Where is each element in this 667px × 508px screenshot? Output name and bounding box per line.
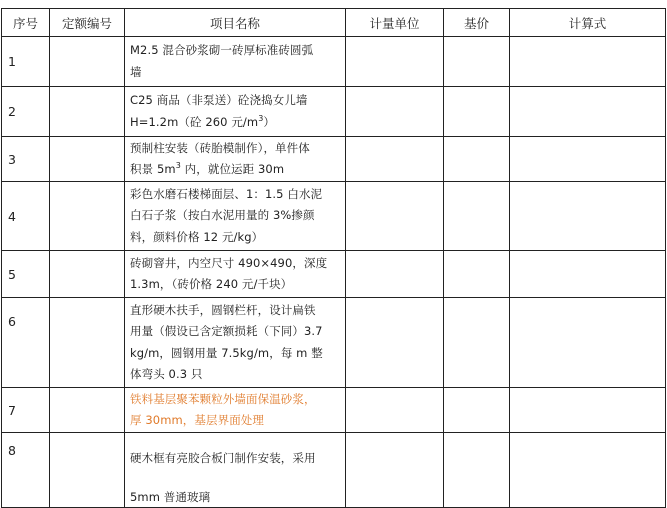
formula-cell — [510, 137, 666, 182]
quota-code-cell — [50, 251, 125, 298]
item-name-line: 体弯头 0.3 只 — [130, 367, 203, 381]
row-number: 3 — [2, 137, 50, 182]
quota-code-cell — [50, 182, 125, 251]
item-name-cell — [125, 388, 346, 433]
item-name-line: C25 商品（非泵送）砼浇捣女儿墙 — [130, 93, 308, 107]
item-name-cell — [125, 137, 346, 182]
table-row — [2, 87, 666, 137]
item-name-line: 用量（假设已含定额损耗（下同）3.7 — [130, 324, 323, 338]
item-name-line: 墙 — [130, 64, 142, 79]
item-name-cell — [125, 298, 346, 388]
table-row — [2, 137, 666, 182]
header-quota-code: 定额编号 — [50, 9, 125, 37]
row-number: 1 — [2, 37, 50, 87]
row-number: 8 — [2, 433, 50, 508]
header-row — [2, 9, 666, 37]
header-unit: 计量单位 — [346, 9, 444, 37]
base-price-cell — [444, 251, 510, 298]
formula-cell — [510, 388, 666, 433]
item-name-line: 内，就位运距 30m — [180, 162, 285, 176]
unit-cell — [346, 251, 444, 298]
item-name-line: 料，颜料价格 12 元/kg） — [130, 229, 264, 244]
row-number: 6 — [2, 298, 50, 388]
item-name-line: 硬木框有亮胶合板门制作安装，采用 — [130, 451, 316, 465]
formula-cell — [510, 37, 666, 87]
unit-cell — [346, 137, 444, 182]
table-row — [2, 251, 666, 298]
quota-code-cell — [50, 87, 125, 137]
table-row — [2, 37, 666, 87]
header-seq: 序号 — [2, 9, 50, 37]
superscript: 3 — [258, 113, 264, 123]
unit-cell — [346, 37, 444, 87]
base-price-cell — [444, 87, 510, 137]
quota-code-cell — [50, 388, 125, 433]
table-row — [2, 388, 666, 433]
unit-cell — [346, 388, 444, 433]
table-row — [2, 433, 666, 508]
base-price-cell — [444, 298, 510, 388]
header-base-price: 基价 — [444, 9, 510, 37]
item-name-cell — [125, 182, 346, 251]
row-number: 7 — [2, 388, 50, 433]
table-row — [2, 182, 666, 251]
row-number: 2 — [2, 87, 50, 137]
item-name-line: 铁料基层聚苯颗粒外墙面保温砂浆， — [130, 391, 316, 406]
item-name-cell — [125, 433, 346, 508]
base-price-cell — [444, 37, 510, 87]
item-name-cell — [125, 37, 346, 87]
item-name-cell — [125, 87, 346, 137]
item-name-line: 5mm 普通玻璃 — [130, 490, 211, 504]
item-name-line: ） — [263, 114, 276, 129]
unit-cell — [346, 433, 444, 508]
base-price-cell — [444, 137, 510, 182]
item-name-line: 厚 30mm，基层界面处理 — [130, 413, 264, 427]
item-name-line: 1.3m，（砖价格 240 元/千块） — [130, 277, 293, 291]
row-number: 5 — [2, 251, 50, 298]
item-name-line: 白石子浆（按白水泥用量的 3%掺颜 — [130, 208, 315, 223]
row-number: 4 — [2, 182, 50, 251]
item-name-line: kg/m，圆钢用量 7.5kg/m，每 m 整 — [130, 345, 323, 360]
item-name-line: 预制柱安装（砖胎模制作），单件体 — [130, 140, 310, 155]
superscript: 3 — [175, 161, 181, 171]
formula-cell — [510, 87, 666, 137]
formula-cell — [510, 433, 666, 508]
item-name-cell — [125, 251, 346, 298]
base-price-cell — [444, 433, 510, 508]
quota-code-cell — [50, 433, 125, 508]
base-price-cell — [444, 182, 510, 251]
unit-cell — [346, 87, 444, 137]
formula-cell — [510, 251, 666, 298]
header-formula: 计算式 — [510, 9, 666, 37]
item-name-line: 积景 5m — [130, 162, 176, 176]
item-name-line: 彩色水磨石楼梯面层、1：1.5 白水泥 — [130, 186, 323, 201]
item-name-line: 砖砌窨井，内空尺寸 490×490，深度 — [130, 255, 328, 270]
header-item-name: 项目名称 — [125, 9, 346, 37]
formula-cell — [510, 182, 666, 251]
item-name-line: M2.5 混合砂浆砌一砖厚标准砖圆弧 — [130, 43, 314, 57]
table-row — [2, 298, 666, 388]
quota-table — [1, 8, 666, 508]
quota-code-cell — [50, 137, 125, 182]
item-name-line: 直形硬木扶手，圆钢栏杆，设计扁铁 — [130, 302, 316, 317]
unit-cell — [346, 298, 444, 388]
quota-code-cell — [50, 298, 125, 388]
formula-cell — [510, 298, 666, 388]
base-price-cell — [444, 388, 510, 433]
unit-cell — [346, 182, 444, 251]
quota-code-cell — [50, 37, 125, 87]
item-name-line: H=1.2m（砼 260 元/m — [130, 114, 259, 129]
